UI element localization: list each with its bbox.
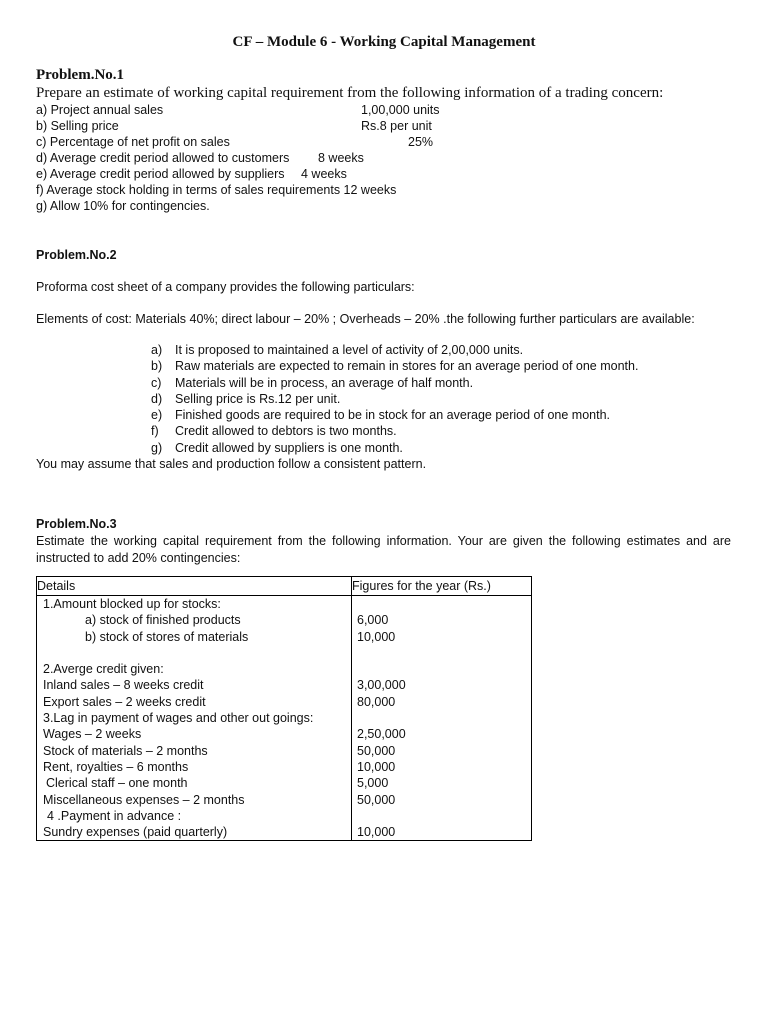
table-header-row <box>37 577 532 596</box>
problem-2-line-1: Proforma cost sheet of a company provides the following particulars: <box>36 280 415 294</box>
problem-1-item <box>36 118 736 134</box>
document-title: CF – Module 6 - Working Capital Management <box>232 34 536 50</box>
problem-3-intro: Estimate the working capital requirement from the following information. Your are given the following estimates and are instructed to add 20% contingencies: <box>36 534 731 565</box>
detail-line: 1.Amount blocked up for stocks: <box>43 597 221 611</box>
detail-line: Sundry expenses (paid quarterly) <box>43 825 228 840</box>
figure-line: 10,000 <box>357 629 396 644</box>
list-text: Finished goods are required to be in stock for an average period of one month. <box>175 408 610 423</box>
detail-line <box>37 645 351 661</box>
figure-line: 2,50,000 <box>357 727 406 742</box>
item-value: 25% <box>408 135 434 149</box>
figure-line <box>352 645 531 661</box>
figure-line: 3,00,000 <box>357 678 406 693</box>
problem-2-line-2: Elements of cost: Materials 40%; direct labour – 20% ; Overheads – 20% .the following further particulars are available: <box>36 312 695 326</box>
figure-line: 6,000 <box>357 613 389 628</box>
item-label: c) Percentage of net profit on sales <box>36 135 230 149</box>
detail-line: Miscellaneous expenses – 2 months <box>43 792 245 807</box>
item-label: g) Allow 10% for contingencies. <box>36 199 210 213</box>
item-label: a) Project annual sales <box>36 103 164 117</box>
item-value: 1,00,000 units <box>361 103 440 117</box>
list-letter: e) <box>151 408 163 423</box>
list-text: Materials will be in process, an average of half month. <box>175 375 474 390</box>
item-label: d) Average credit period allowed to customers <box>36 151 290 165</box>
figure-line: 50,000 <box>357 792 396 807</box>
item-value: Rs.8 per unit <box>361 119 432 133</box>
detail-line: Wages – 2 weeks <box>43 727 142 742</box>
problem-1-section <box>36 66 736 214</box>
figure-line <box>352 710 531 726</box>
problem-1-item <box>36 182 736 198</box>
figure-line: 80,000 <box>357 694 396 709</box>
list-text: Raw materials are expected to remain in stores for an average period of one month. <box>175 359 639 374</box>
problem-1-heading: Problem.No.1 <box>36 67 125 83</box>
item-label: b) Selling price <box>36 119 119 133</box>
detail-line: a) stock of finished products <box>85 613 241 628</box>
problem-1-item <box>36 166 736 182</box>
detail-line: Inland sales – 8 weeks credit <box>43 678 204 693</box>
figure-line <box>352 661 531 677</box>
detail-line: b) stock of stores of materials <box>85 629 249 644</box>
problem-1-intro: Prepare an estimate of working capital requirement from the following information of a trading concern: <box>36 85 664 101</box>
table-row <box>37 596 532 841</box>
problem-1-item <box>36 134 736 150</box>
list-letter: a) <box>151 343 163 357</box>
list-text: It is proposed to maintained a level of activity of 2,00,000 units. <box>175 343 524 357</box>
problem-2-heading: Problem.No.2 <box>36 248 117 262</box>
list-letter: c) <box>151 375 162 390</box>
detail-line: Stock of materials – 2 months <box>43 743 208 758</box>
figure-line: 10,000 <box>357 759 396 774</box>
list-letter: b) <box>151 359 163 374</box>
table-header-figures: Figures for the year (Rs.) <box>352 577 532 596</box>
list-text: Selling price is Rs.12 per unit. <box>175 391 341 406</box>
details-cell <box>37 596 352 841</box>
list-text: Credit allowed by suppliers is one month. <box>175 440 403 455</box>
problem-2-closing: You may assume that sales and production follow a consistent pattern. <box>36 457 427 471</box>
item-value: 8 weeks <box>318 151 364 165</box>
list-text: Credit allowed to debtors is two months. <box>175 424 397 439</box>
problem-3-heading: Problem.No.3 <box>36 517 117 531</box>
figure-line: 50,000 <box>357 743 396 758</box>
detail-line: 2.Averge credit given: <box>43 662 164 677</box>
figure-line <box>352 808 531 824</box>
detail-line: 4 .Payment in advance : <box>47 808 182 823</box>
item-label: e) Average credit period allowed by suppliers <box>36 167 285 181</box>
list-letter: d) <box>151 391 163 406</box>
problem-1-item <box>36 102 736 118</box>
detail-line: Export sales – 2 weeks credit <box>43 694 206 709</box>
list-letter: f) <box>151 424 159 439</box>
table-header-details: Details <box>37 577 352 596</box>
detail-line: Clerical staff – one month <box>46 776 188 791</box>
figures-cell <box>352 596 532 841</box>
list-letter: g) <box>151 440 163 455</box>
figure-line: 10,000 <box>357 825 396 840</box>
problem-1-item <box>36 150 736 166</box>
item-label: f) Average stock holding in terms of sales requirements 12 weeks <box>36 183 397 197</box>
figure-line: 5,000 <box>357 776 389 791</box>
detail-line: Rent, royalties – 6 months <box>43 759 189 774</box>
figure-line <box>352 596 531 612</box>
item-value: 4 weeks <box>301 167 347 181</box>
detail-line: 3.Lag in payment of wages and other out goings: <box>43 711 314 726</box>
problem-1-item <box>36 198 736 214</box>
problem-3-table <box>36 576 532 841</box>
